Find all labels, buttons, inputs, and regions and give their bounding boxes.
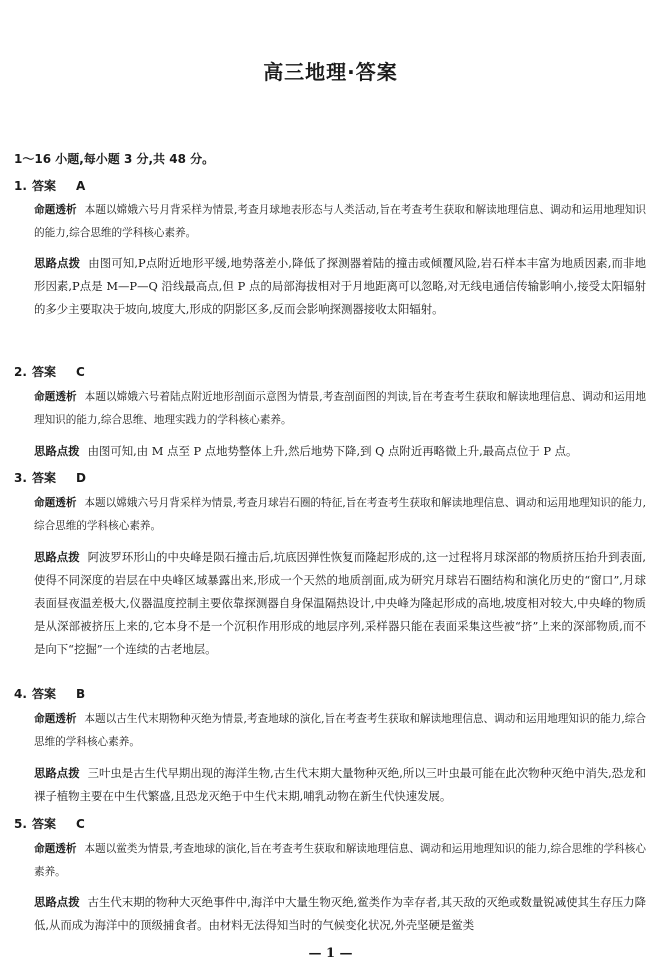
page-title: 高三地理·答案 [263, 60, 398, 84]
answer-label: 答案 [32, 365, 57, 379]
analysis-text: 本题以嫦娥六号着陆点附近地形剖面示意图为情景,考查剖面图的判读,旨在考查考生获取和解读地理信息、调动和运用地理知识的能力,综合思维、地理实践力的学科核心素养。 [34, 391, 647, 426]
hint-tag: 思路点拨 [34, 256, 81, 270]
question-number: 4. [14, 687, 27, 701]
answer-value: A [76, 179, 86, 193]
hint-text: 阿波罗环形山的中央峰是陨石撞击后,坑底因弹性恢复而隆起形成的,这一过程将月球深部的物质挤压抬升到表面,使得不同深度的岩层在中央峰区域暴露出来,形成一个天然的地质剖面,成为研究月球岩石圈结构和演化历史的“窗口”,月球表面昼夜温差极大,仪器温度控制主要依靠探测器自身保温隔热设计,中央峰为隆起形成的高地,坡度相对较大,中央峰的物质是从深部被挤压上来的,它本身不是一个沉积作用形成的地层序列,采样器只能在表面采集这些被“挤”上来的深部物质,而不是向下“挖掘”一个连续的古老地层。 [34, 550, 646, 656]
answer-label: 答案 [32, 817, 57, 831]
hint-tag: 思路点拨 [34, 444, 80, 458]
hint-text: 由图可知,由 M 点至 P 点地势整体上升,然后地势下降,到 Q 点附近再略微上升,最高点位于 P 点。 [87, 444, 578, 458]
analysis-tag: 命题透析 [34, 204, 77, 216]
hint-text: 由图可知,P点附近地形平缓,地势落差小,降低了探测器着陆的撞击或倾覆风险,岩石样本丰富为地质因素,而非地形因素,P点是 M—P—Q 沿线最高点,但 P 点的局部海拔相对于月地距离可以忽略,对无线电通信传输影响小,接受太阳辐射的多少主要取决于坡向,坡度大,形成的阴影区多,反而会影响探测器接收太阳辐射。 [34, 256, 646, 316]
question-3-answer [14, 469, 86, 486]
question-number: 5. [14, 817, 27, 831]
question-4-analysis [34, 708, 646, 754]
question-5-answer [14, 815, 85, 832]
section-intro: 1～16 小题,每小题 3 分,共 48 分。 [14, 152, 215, 166]
question-number: 3. [14, 471, 27, 485]
question-number: 2. [14, 365, 27, 379]
question-2-analysis [34, 386, 646, 432]
question-1-answer [14, 177, 85, 194]
answer-label: 答案 [32, 687, 57, 701]
analysis-tag: 命题透析 [34, 497, 77, 509]
answer-value: C [76, 817, 85, 831]
answer-label: 答案 [32, 179, 57, 193]
question-2-answer [14, 363, 85, 380]
question-number: 1. [14, 179, 27, 193]
analysis-text: 本题以嫦娥六号月背采样为情景,考查月球地表形态与人类活动,旨在考查考生获取和解读地理信息、调动和运用地理知识的能力,综合思维的学科核心素养。 [34, 204, 647, 239]
analysis-text: 本题以古生代末期物种灭绝为情景,考查地球的演化,旨在考查考生获取和解读地理信息、调动和运用地理知识的能力,综合思维的学科核心素养。 [34, 713, 646, 748]
analysis-text: 本题以鲎类为情景,考查地球的演化,旨在考查考生获取和解读地理信息、调动和运用地理知识的能力,综合思维的学科核心素养。 [34, 843, 646, 878]
answer-value: D [76, 471, 86, 485]
page-number: — 1 — [308, 946, 353, 961]
question-3-analysis [34, 492, 646, 538]
question-5-analysis [34, 838, 646, 884]
hint-text: 三叶虫是古生代早期出现的海洋生物,古生代末期大量物种灭绝,所以三叶虫最可能在此次物种灭绝中消失,恐龙和裸子植物主要在中生代繁盛,且恐龙灭绝于中生代末期,哺乳动物在新生代快速发展。 [34, 766, 646, 803]
analysis-tag: 命题透析 [34, 843, 77, 855]
answer-value: B [76, 687, 86, 701]
analysis-text: 本题以嫦娥六号月背采样为情景,考查月球岩石圈的特征,旨在考查考生获取和解读地理信息、调动和运用地理知识的能力,综合思维的学科核心素养。 [34, 497, 646, 532]
question-2-hint [34, 440, 646, 463]
answer-label: 答案 [32, 471, 57, 485]
hint-text: 古生代末期的物种大灭绝事件中,海洋中大量生物灭绝,鲎类作为幸存者,其天敌的灭绝或数量锐减使其生存压力降低,从而成为海洋中的顶级捕食者。由材料无法得知当时的气候变化状况,外壳坚硬是鲎类 [34, 895, 646, 932]
question-5-hint [34, 891, 646, 937]
question-4-answer [14, 685, 85, 702]
analysis-tag: 命题透析 [34, 713, 77, 725]
question-1-hint [34, 252, 646, 321]
hint-tag: 思路点拨 [34, 550, 80, 564]
question-4-hint [34, 762, 646, 808]
question-1-analysis [34, 199, 646, 245]
answer-value: C [76, 365, 85, 379]
hint-tag: 思路点拨 [34, 895, 80, 909]
question-3-hint [34, 546, 646, 661]
analysis-tag: 命题透析 [34, 391, 77, 403]
hint-tag: 思路点拨 [34, 766, 80, 780]
